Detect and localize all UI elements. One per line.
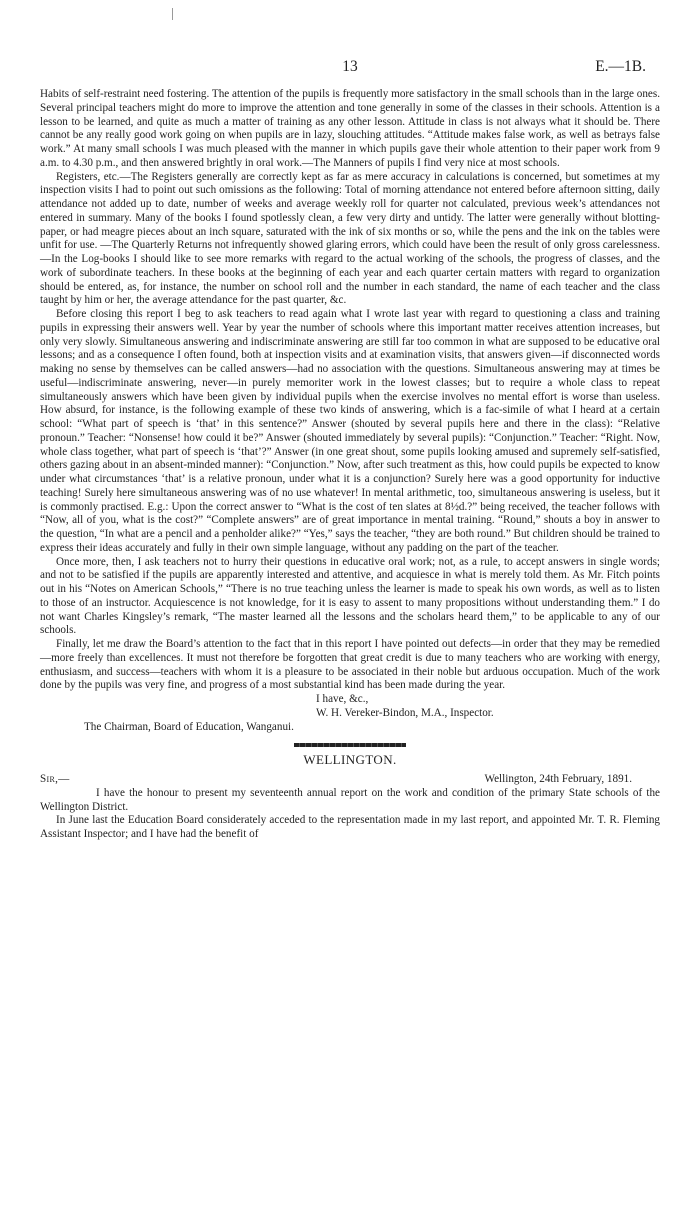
paragraph-wellington-intro: I have the honour to present my seventeenth annual report on the work and condition of the primary State schools of the Wellington District. — [40, 786, 660, 813]
inspector-signature: W. H. Vereker-Bindon, M.A., Inspector. — [316, 706, 494, 719]
paragraph-attention: Habits of self-restraint need fostering. The attention of the pupils is frequently more satisfactory in the small schools than in the large ones. Several principal teachers might do more to improve the attention and tone generally in some of the classes in their schools. Attention is a lesson to be learned, and quite as much a matter of training as any other lesson. Attitude in class is not always what it should be. There cannot be any really good work going on when pupils are in lazy, slouching attitudes. “Attitude makes false work, as well as betrays false work.” At many small schools I was much pleased with the manner in which pupils gave their whole attention to their paper work from 9 a.m. to 4.30 p.m., and then answered brightly in oral work.—The Manners of pupils I find very nice at most schools. — [40, 88, 660, 169]
closing-formula: I have, &c., — [316, 693, 369, 705]
paragraph-questioning: Before closing this report I beg to ask teachers to read again what I wrote last year with regard to questioning a class and training pupils in expressing their answers well. Year by year the number of schools where this important matter receives attention increases, but only very slowly. Simultaneous answering and indiscriminate answering are still far too common in what are supposed to be educative oral lessons; and as a consequence I often found, both at inspection visits and at examination visits, that answers given—if disconnected words making no sense by themselves can be called answers—had no association with the questions. Simultaneous answering may at times be useful—indiscriminate answering, never—in purely memoriter work in the lowest classes; but to require a whole class to repeat simultaneously answers which have been given by individual pupils when the exercise involves no mental effort is worse than useless. How absurd, for instance, is the following example of these two kinds of answering, which is a fac-simile of what I heard at a certain school: “What part of speech is ‘that’ in this sentence?” Answer (shouted by several pupils here and there in the class): “Relative pronoun.” Teacher: “Nonsense! how could it be?” Answer (shouted immediately by several pupils): “Conjunction.” Teacher: “Right. Now, whole class together, what part of speech is ‘that’?” Answer (in one great shout, some pupils looking amused and supremely self-satisfied, others gazing about in an absent-minded manner): “Conjunction.” Now, after such treatment as this, how could pupils be expected to know under what circumstances ‘that’ is a relative pronoun, under what it is a conjunction? Surely here was a good opportunity for inductive teaching! Surely here simultaneous answering was of no use whatever! In mental arithmetic, too, simultaneous answering is useless, but it is commonly practised. E.g.: Upon the correct answer to “What is the cost of ten slates at 8½d.?” being received, the teacher follows with “Now, all of you, what is the cost?” “Complete answers” are of great importance in mental training. “Round,” shouts a boy in answer to the question, “In what are a pencil and a penholder alike?” “Yes,” says the teacher, “they are both round.” But children should be trained to express their ideas accurately and fully in their own simple language, without any padding on the part of the teacher. — [40, 308, 660, 554]
report-body — [40, 88, 660, 842]
salutation: Sir,— — [40, 773, 70, 785]
section-heading-wellington: WELLINGTON. — [303, 752, 397, 768]
document-reference: E.—1B. — [595, 58, 646, 75]
salutation-line — [40, 773, 660, 787]
addressee-line: The Chairman, Board of Education, Wanganui. — [84, 720, 294, 733]
margin-tick-mark — [172, 8, 173, 20]
page-number: 13 — [342, 58, 358, 75]
paragraph-oral-work: Once more, then, I ask teachers not to hurry their questions in educative oral work; not, as a rule, to accept answers in single words; and not to be satisfied if the pupils are apparently interested and attentive, and acquiesce in what is merely told them. As Mr. Fitch points out in his “Notes on American Schools,” “There is no true teaching unless the learner is made to speak his own words, as well as to listen to those of an instructor. Acquiescence is not knowledge, for it is easy to assent to many propositions without understanding them.” I do not want Charles Kingsley’s remark, “The master learned all the lessons and the scholars heard them,” to be applicable to any of our schools. — [40, 555, 660, 637]
paragraph-conclusion: Finally, let me draw the Board’s attention to the fact that in this report I have pointed out defects—in order that they may be remedied—more freely than excellences. It must not therefore be forgotten that great credit is due to many teachers who are working with energy, enthusiasm, and success—teachers with whom it is a pleasure to be associated in their noble but arduous occupation. Much of the work done by the pupils was very fine, and progress of a most substantial kind has been made during the year. — [40, 638, 660, 692]
paragraph-wellington-assistant: In June last the Education Board considerately acceded to the representation made in my last report, and appointed Mr. T. R. Fleming Assistant Inspector; and I have had the benefit of — [40, 814, 660, 840]
paragraph-registers: Registers, etc.—The Registers generally are correctly kept as far as mere accuracy in calculations is concerned, but sometimes at my inspection visits I had to point out such omissions as the following: Total of morning attendance not entered before afternoon sitting, daily attendance not added up to date, number of weeks and average weekly roll for quarter not calculated, previous week’s attendances not entered in summary. Many of the books I found spotlessly clean, a few very dirty and untidy. The latter were generally without blotting-paper, or had meagre pieces about an inch square, saturated with the ink of six months or so, while the pens and the ink on the tables were unfit for use. —The Quarterly Returns not infrequently showed glaring errors, which could have been the result of only gross carelessness.—In the Log-books I should like to see more remarks with regard to the actual working of the schools, the progress of classes, and the work of subordinate teachers. In these books at the beginning of each year and each quarter certain matters with regard to organization should be entered, as, for instance, the number on school roll and the number in each standard, the name of each teacher and the class taught by him or her, the average attendance for the past quarter, &c. — [40, 170, 660, 307]
report-date: Wellington, 24th February, 1891. — [484, 773, 632, 785]
section-divider — [294, 743, 406, 747]
